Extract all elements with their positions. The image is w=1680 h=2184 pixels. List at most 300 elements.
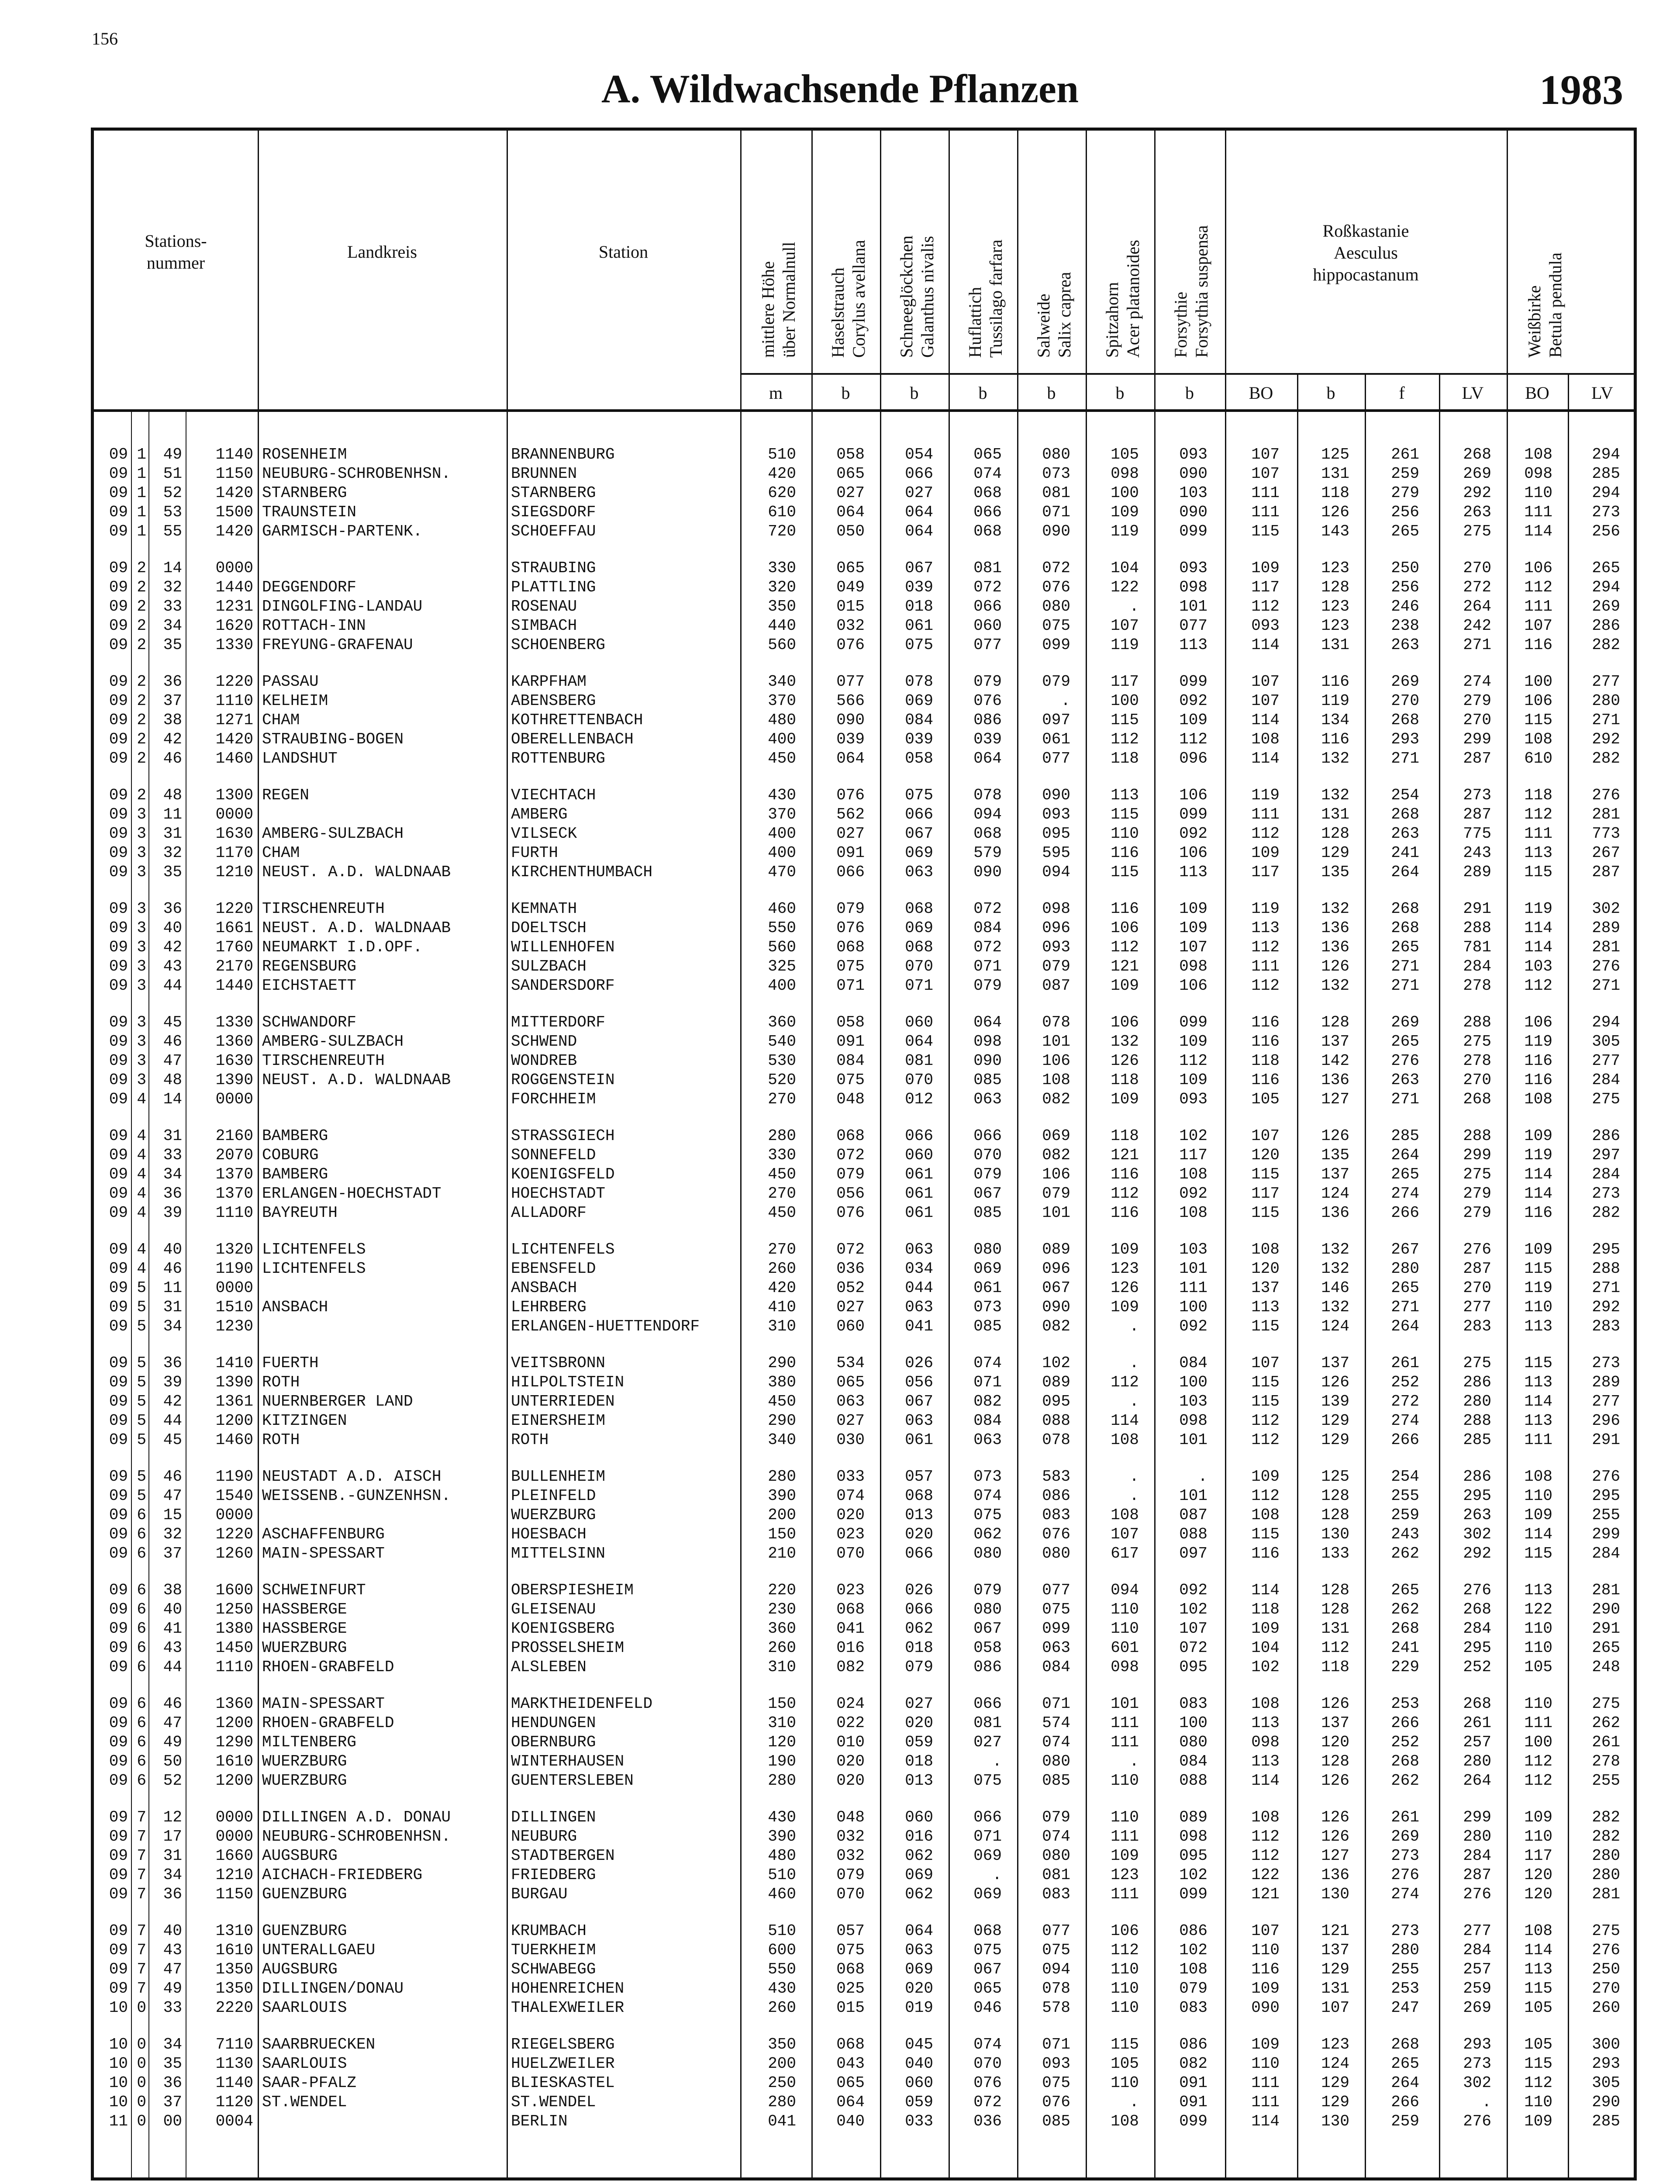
table-cell: 1290: [215, 1733, 253, 1751]
table-cell: 109: [1251, 2035, 1280, 2053]
table-cell: 103: [1179, 484, 1207, 502]
table-cell: 293: [1463, 2035, 1491, 2053]
table-cell: 10: [109, 2035, 128, 2053]
table-cell: 280: [1463, 1752, 1491, 1770]
table-cell: 117: [1251, 1185, 1280, 1203]
table-cell: 1220: [215, 673, 253, 691]
table-cell: 279: [1463, 692, 1491, 710]
table-cell: 090: [973, 1052, 1002, 1070]
table-cell: 132: [1321, 1298, 1349, 1316]
table-cell: 2: [137, 559, 146, 577]
table-cell: 082: [1042, 1317, 1070, 1335]
table-cell: 071: [836, 977, 865, 995]
table-cell: 38: [163, 1581, 182, 1599]
table-cell: 31: [163, 825, 182, 843]
table-cell: 1620: [215, 617, 253, 635]
table-cell: 113: [1251, 919, 1280, 937]
table-cell: 096: [1179, 750, 1207, 767]
table-cell: 124: [1321, 2055, 1349, 2073]
table-cell: 0000: [215, 1808, 253, 1826]
table-cell: 5: [137, 1487, 146, 1505]
table-cell: BERLIN: [511, 2112, 568, 2130]
table-cell: 299: [1463, 1808, 1491, 1826]
table-cell: 1220: [215, 900, 253, 918]
table-cell: 09: [109, 825, 128, 843]
table-cell: 09: [109, 1922, 128, 1940]
table-cell: 113: [1524, 1412, 1552, 1430]
table-cell: 268: [1463, 1600, 1491, 1618]
table-cell: 107: [1111, 1525, 1139, 1543]
table-cell: 276: [1391, 1052, 1419, 1070]
table-cell: 039: [836, 730, 865, 748]
table-cell: 080: [1179, 1733, 1207, 1751]
table-cell: 048: [836, 1090, 865, 1108]
table-cell: 060: [836, 1317, 865, 1335]
table-cell: 041: [836, 1620, 865, 1638]
table-cell: 1271: [215, 711, 253, 729]
table-cell: ROTTENBURG: [511, 750, 606, 767]
table-cell: 126: [1321, 1373, 1349, 1391]
table-cell: 068: [905, 938, 933, 956]
table-cell: KOENIGSFELD: [511, 1165, 615, 1183]
table-cell: 773: [1592, 825, 1620, 843]
table-cell: 063: [905, 863, 933, 881]
table-cell: 033: [836, 1468, 865, 1486]
table-cell: 273: [1592, 1185, 1620, 1203]
table-cell: 255: [1391, 1487, 1419, 1505]
table-cell: 113: [1111, 786, 1139, 804]
header-weiss-de: Weißbirke: [1525, 285, 1544, 358]
table-cell: 43: [163, 1941, 182, 1959]
table-cell: 271: [1391, 1298, 1419, 1316]
table-cell: 289: [1592, 1373, 1620, 1391]
table-cell: 2: [137, 730, 146, 748]
table-cell: 1140: [215, 446, 253, 463]
table-cell: 115: [1251, 1373, 1280, 1391]
table-cell: 105: [1524, 2035, 1552, 2053]
table-cell: MARKTHEIDENFELD: [511, 1695, 653, 1713]
table-cell: ST.WENDEL: [262, 2093, 347, 2111]
table-cell: 065: [836, 1373, 865, 1391]
table-cell: 101: [1179, 1431, 1207, 1449]
table-cell: 09: [109, 900, 128, 918]
table-cell: 253: [1391, 1980, 1419, 1997]
table-cell: 1660: [215, 1847, 253, 1865]
table-cell: 264: [1391, 863, 1419, 881]
table-cell: 1320: [215, 1241, 253, 1258]
header-unit-line: [740, 373, 1637, 375]
table-cell: 113: [1251, 1752, 1280, 1770]
table-cell: 086: [1042, 1487, 1070, 1505]
table-cell: 11: [163, 1279, 182, 1297]
table-cell: 279: [1463, 1204, 1491, 1222]
table-cell: 276: [1592, 1468, 1620, 1486]
table-cell: 265: [1592, 1639, 1620, 1657]
table-cell: 064: [836, 503, 865, 521]
table-cell: 132: [1321, 900, 1349, 918]
table-cell: 075: [1042, 2074, 1070, 2092]
table-cell: 116: [1111, 900, 1139, 918]
table-cell: 270: [1391, 692, 1419, 710]
table-cell: 057: [905, 1468, 933, 1486]
table-cell: 252: [1391, 1373, 1419, 1391]
table-cell: 284: [1592, 1071, 1620, 1089]
table-cell: 066: [973, 503, 1002, 521]
table-cell: 109: [1111, 503, 1139, 521]
table-cell: ABENSBERG: [511, 692, 596, 710]
table-cell: 116: [1251, 1033, 1280, 1051]
table-cell: 265: [1592, 559, 1620, 577]
table-cell: 46: [163, 1468, 182, 1486]
table-cell: OBERSPIESHEIM: [511, 1581, 634, 1599]
table-cell: 123: [1321, 2035, 1349, 2053]
table-cell: HUELZWEILER: [511, 2055, 615, 2073]
table-cell: 073: [1042, 465, 1070, 483]
table-cell: SAAR-PFALZ: [262, 2074, 357, 2092]
table-cell: 117: [1251, 863, 1280, 881]
table-cell: 063: [1042, 1639, 1070, 1657]
table-cell: SONNEFELD: [511, 1146, 596, 1164]
table-cell: 088: [1042, 1412, 1070, 1430]
table-cell: 064: [905, 522, 933, 540]
table-cell: 114: [1251, 711, 1280, 729]
table-cell: 110: [1111, 1600, 1139, 1618]
table-cell: VEITSBRONN: [511, 1354, 606, 1372]
table-cell: 112: [1179, 730, 1207, 748]
table-cell: SCHWANDORF: [262, 1013, 357, 1031]
table-cell: NUERNBERGER LAND: [262, 1393, 413, 1410]
table-cell: 081: [1042, 484, 1070, 502]
table-cell: 360: [768, 1013, 796, 1031]
table-cell: 360: [768, 1620, 796, 1638]
table-cell: BAYREUTH: [262, 1204, 338, 1222]
table-cell: 113: [1524, 1317, 1552, 1335]
table-cell: 072: [1179, 1639, 1207, 1657]
table-cell: 10: [109, 1999, 128, 2017]
table-cell: 114: [1524, 1165, 1552, 1183]
table-cell: SCHOEFFAU: [511, 522, 596, 540]
table-cell: .: [1129, 1752, 1139, 1770]
table-cell: 129: [1321, 1431, 1349, 1449]
table-cell: 09: [109, 919, 128, 937]
col-divider: [258, 131, 259, 2181]
table-cell: HASSBERGE: [262, 1600, 347, 1618]
table-cell: 108: [1251, 1695, 1280, 1713]
table-cell: DILLINGEN: [511, 1808, 596, 1826]
table-cell: 276: [1592, 786, 1620, 804]
table-cell: 5: [137, 1373, 146, 1391]
table-cell: 34: [163, 1317, 182, 1335]
table-cell: 3: [137, 844, 146, 862]
table-cell: 127: [1321, 1090, 1349, 1108]
table-cell: 112: [1251, 977, 1280, 995]
table-cell: 260: [768, 1260, 796, 1278]
table-cell: 290: [768, 1412, 796, 1430]
table-cell: 082: [836, 1658, 865, 1676]
table-cell: 340: [768, 673, 796, 691]
table-cell: 257: [1463, 1733, 1491, 1751]
table-cell: 4: [137, 1127, 146, 1145]
table-cell: 430: [768, 786, 796, 804]
table-cell: 062: [905, 1847, 933, 1865]
table-cell: BRUNNEN: [511, 465, 577, 483]
table-cell: 36: [163, 900, 182, 918]
table-cell: 135: [1321, 863, 1349, 881]
table-cell: WILLENHOFEN: [511, 938, 615, 956]
table-cell: 1330: [215, 636, 253, 654]
table-cell: 1120: [215, 2093, 253, 2111]
table-cell: 118: [1111, 750, 1139, 767]
table-cell: 039: [973, 730, 1002, 748]
table-cell: 261: [1391, 446, 1419, 463]
table-cell: 110: [1524, 1695, 1552, 1713]
table-cell: 115: [1524, 1545, 1552, 1562]
table-cell: 108: [1179, 1165, 1207, 1183]
table-cell: 111: [1524, 1431, 1552, 1449]
table-cell: 123: [1111, 1260, 1139, 1278]
table-cell: 119: [1524, 900, 1552, 918]
table-cell: 282: [1592, 750, 1620, 767]
table-cell: 49: [163, 1980, 182, 1997]
table-cell: OBERELLENBACH: [511, 730, 634, 748]
table-cell: 270: [768, 1241, 796, 1258]
table-cell: 288: [1463, 1127, 1491, 1145]
table-cell: 267: [1391, 1241, 1419, 1258]
table-cell: 093: [1179, 446, 1207, 463]
table-cell: 259: [1391, 2112, 1419, 2130]
table-cell: 299: [1463, 1146, 1491, 1164]
table-cell: 09: [109, 446, 128, 463]
table-cell: 084: [973, 1412, 1002, 1430]
table-cell: 101: [1179, 1487, 1207, 1505]
table-cell: GUENZBURG: [262, 1922, 347, 1940]
table-cell: 271: [1391, 750, 1419, 767]
table-cell: 119: [1524, 1279, 1552, 1297]
table-cell: 111: [1111, 1885, 1139, 1903]
table-cell: 135: [1321, 1146, 1349, 1164]
table-cell: 279: [1391, 484, 1419, 502]
table-cell: 012: [905, 1090, 933, 1108]
table-cell: 092: [1179, 1581, 1207, 1599]
table-cell: 09: [109, 673, 128, 691]
table-cell: 37: [163, 692, 182, 710]
table-cell: 275: [1592, 1090, 1620, 1108]
table-cell: 089: [1042, 1373, 1070, 1391]
table-cell: 287: [1463, 1260, 1491, 1278]
table-cell: 6: [137, 1581, 146, 1599]
table-cell: 09: [109, 1733, 128, 1751]
table-cell: 074: [973, 2035, 1002, 2053]
table-cell: 09: [109, 522, 128, 540]
table-cell: 291: [1592, 1431, 1620, 1449]
table-cell: 620: [768, 484, 796, 502]
table-cell: 025: [836, 1980, 865, 1997]
table-cell: 027: [905, 484, 933, 502]
table-cell: 066: [973, 1808, 1002, 1826]
table-cell: 111: [1524, 503, 1552, 521]
table-cell: SULZBACH: [511, 957, 586, 975]
table-cell: 1420: [215, 730, 253, 748]
table-cell: 078: [1042, 1013, 1070, 1031]
col-divider: [507, 131, 508, 2181]
table-cell: 241: [1391, 1639, 1419, 1657]
table-cell: 277: [1592, 673, 1620, 691]
table-cell: 018: [905, 1639, 933, 1657]
table-cell: 278: [1463, 1052, 1491, 1070]
unit-ross-b: b: [1326, 383, 1335, 403]
table-cell: 110: [1524, 1639, 1552, 1657]
table-cell: 099: [1042, 636, 1070, 654]
table-cell: UNTERALLGAEU: [262, 1941, 376, 1959]
table-cell: 1: [137, 522, 146, 540]
table-cell: 1210: [215, 1866, 253, 1884]
table-cell: 091: [836, 844, 865, 862]
table-cell: 062: [973, 1525, 1002, 1543]
table-cell: 069: [905, 692, 933, 710]
table-cell: 108: [1179, 1960, 1207, 1978]
table-cell: 41: [163, 1620, 182, 1638]
table-cell: ROSENHEIM: [262, 446, 347, 463]
table-cell: 5: [137, 1412, 146, 1430]
table-cell: 280: [768, 1772, 796, 1790]
table-cell: 275: [1463, 1354, 1491, 1372]
table-cell: 330: [768, 1146, 796, 1164]
header-spitz-de: Spitzahorn: [1102, 282, 1122, 358]
table-cell: 281: [1592, 1581, 1620, 1599]
table-cell: 121: [1111, 957, 1139, 975]
table-cell: 128: [1321, 1752, 1349, 1770]
table-cell: 099: [1179, 1885, 1207, 1903]
table-cell: AICHACH-FRIEDBERG: [262, 1866, 423, 1884]
table-cell: 1110: [215, 1658, 253, 1676]
table-cell: 09: [109, 1941, 128, 1959]
table-cell: MITTERDORF: [511, 1013, 606, 1031]
table-cell: 063: [973, 1090, 1002, 1108]
table-cell: 279: [1463, 1185, 1491, 1203]
table-cell: 085: [973, 1071, 1002, 1089]
table-cell: 115: [1251, 1317, 1280, 1335]
table-cell: 115: [1524, 863, 1552, 881]
table-cell: 109: [1179, 919, 1207, 937]
table-cell: 109: [1179, 1071, 1207, 1089]
table-cell: 079: [836, 1866, 865, 1884]
table-cell: 111: [1251, 484, 1280, 502]
table-cell: 6: [137, 1772, 146, 1790]
table-cell: 259: [1391, 1506, 1419, 1524]
table-cell: 1361: [215, 1393, 253, 1410]
table-cell: 350: [768, 598, 796, 615]
table-cell: 060: [905, 1808, 933, 1826]
table-cell: 1200: [215, 1772, 253, 1790]
table-cell: 070: [836, 1885, 865, 1903]
unit-weiss-lv: LV: [1591, 383, 1613, 403]
table-cell: 09: [109, 1885, 128, 1903]
table-cell: 111: [1111, 1828, 1139, 1845]
table-cell: 274: [1391, 1185, 1419, 1203]
table-cell: 064: [973, 750, 1002, 767]
table-cell: 082: [1042, 1090, 1070, 1108]
header-hoehe-1: mittlere Höhe: [758, 261, 778, 358]
table-cell: 265: [1391, 2055, 1419, 2073]
table-cell: 108: [1111, 2112, 1139, 2130]
table-cell: EBENSFELD: [511, 1260, 596, 1278]
table-cell: 074: [973, 1354, 1002, 1372]
table-cell: 067: [973, 1960, 1002, 1978]
table-cell: LANDSHUT: [262, 750, 338, 767]
table-cell: 241: [1391, 844, 1419, 862]
header-huflattich: [965, 239, 1007, 358]
table-cell: 081: [905, 1052, 933, 1070]
table-cell: 10: [109, 2055, 128, 2073]
table-cell: 137: [1321, 1941, 1349, 1959]
table-cell: 340: [768, 1431, 796, 1449]
table-cell: 1460: [215, 1431, 253, 1449]
table-cell: 109: [1111, 1241, 1139, 1258]
table-cell: 269: [1463, 1999, 1491, 2017]
table-cell: 024: [836, 1695, 865, 1713]
table-cell: 0000: [215, 1090, 253, 1108]
table-cell: 123: [1321, 559, 1349, 577]
table-cell: HOHENREICHEN: [511, 1980, 624, 1997]
table-cell: 040: [905, 2055, 933, 2073]
table-cell: 273: [1592, 503, 1620, 521]
table-cell: 09: [109, 1165, 128, 1183]
table-cell: 150: [768, 1525, 796, 1543]
table-cell: 44: [163, 1658, 182, 1676]
table-cell: 257: [1463, 1960, 1491, 1978]
table-cell: 124: [1321, 1317, 1349, 1335]
table-cell: DINGOLFING-LANDAU: [262, 598, 423, 615]
table-cell: 3: [137, 1033, 146, 1051]
table-cell: 078: [905, 673, 933, 691]
table-cell: 110: [1111, 1960, 1139, 1978]
table-cell: 1390: [215, 1373, 253, 1391]
table-cell: 131: [1321, 636, 1349, 654]
table-cell: 295: [1463, 1487, 1491, 1505]
table-cell: 108: [1251, 1241, 1280, 1258]
table-cell: 099: [1179, 522, 1207, 540]
table-cell: 280: [1592, 1847, 1620, 1865]
table-cell: 106: [1111, 1013, 1139, 1031]
table-cell: 113: [1524, 1373, 1552, 1391]
table-cell: 069: [905, 919, 933, 937]
table-cell: 128: [1321, 1506, 1349, 1524]
table-cell: EICHSTAETT: [262, 977, 357, 995]
table-cell: 09: [109, 484, 128, 502]
table-cell: 082: [973, 1393, 1002, 1410]
table-cell: 112: [1111, 1373, 1139, 1391]
table-cell: 270: [768, 1090, 796, 1108]
table-cell: 067: [973, 1620, 1002, 1638]
table-cell: 092: [1179, 1317, 1207, 1335]
table-cell: 110: [1251, 1941, 1280, 1959]
table-cell: 115: [1111, 711, 1139, 729]
table-cell: 118: [1251, 1052, 1280, 1070]
table-cell: 43: [163, 1639, 182, 1657]
table-cell: 7: [137, 1808, 146, 1826]
table-cell: 120: [1524, 1885, 1552, 1903]
table-cell: 390: [768, 1828, 796, 1845]
table-cell: UNTERRIEDEN: [511, 1393, 615, 1410]
table-cell: .: [1129, 1317, 1139, 1335]
table-cell: 265: [1391, 1165, 1419, 1183]
table-cell: 5: [137, 1279, 146, 1297]
table-cell: RHOEN-GRABFELD: [262, 1658, 394, 1676]
table-cell: 070: [905, 957, 933, 975]
table-cell: 370: [768, 692, 796, 710]
table-cell: 09: [109, 1317, 128, 1335]
table-cell: 286: [1592, 1127, 1620, 1145]
